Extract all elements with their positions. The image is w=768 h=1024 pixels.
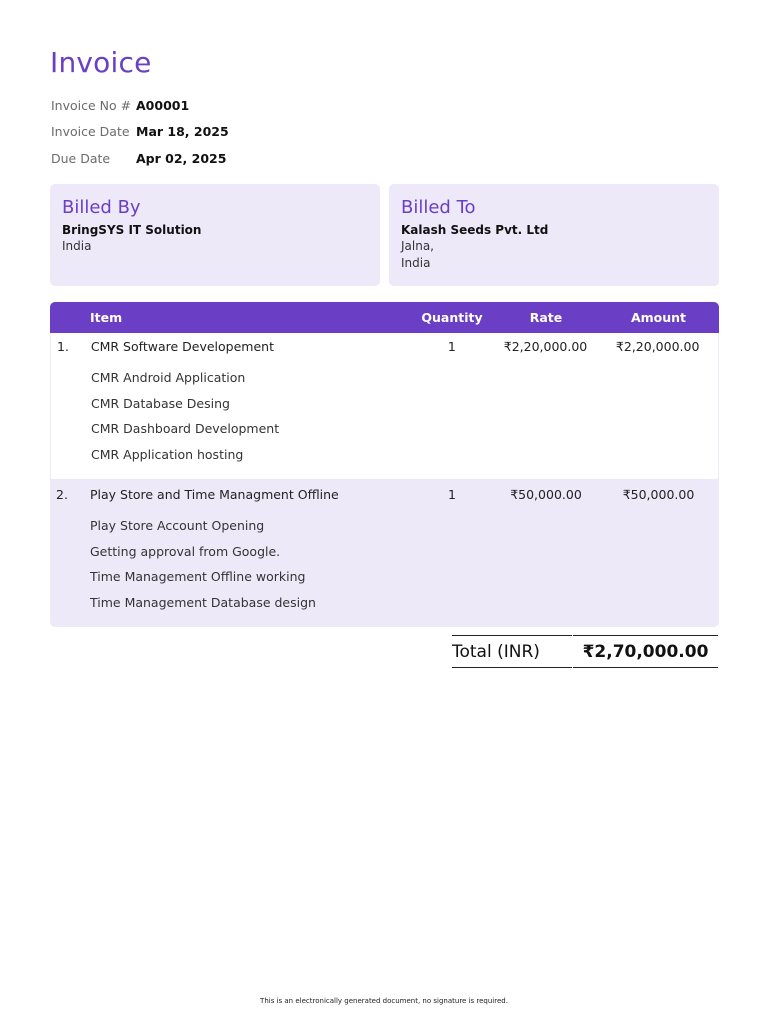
billed-by-name: BringSYS IT Solution [62, 223, 202, 237]
billed-by-heading: Billed By [62, 197, 141, 218]
header-amount: Amount [630, 310, 687, 325]
totals [452, 635, 718, 668]
sub-item: Play Store Account Opening [90, 518, 265, 533]
meta-row-invoice-no [51, 92, 229, 119]
billed-by-card [50, 184, 380, 286]
sub-item: CMR Android Application [91, 370, 246, 385]
sub-item: Time Management Database design [90, 595, 316, 611]
item-quantity: 1 [448, 487, 456, 502]
meta-label: Invoice No # [51, 97, 132, 113]
meta-value: Apr 02, 2025 [136, 150, 227, 166]
table-header [50, 302, 719, 333]
item-rate: ₹50,000.00 [510, 487, 582, 502]
total-label: Total (INR) [452, 635, 572, 668]
billed-to-heading: Billed To [401, 197, 476, 218]
sub-item: Time Management Offline working [90, 569, 306, 585]
header-quantity: Quantity [421, 310, 483, 325]
item-quantity: 1 [447, 339, 456, 354]
sub-item: Getting approval from Google. [90, 543, 281, 559]
meta-row-invoice-date [51, 119, 229, 146]
item-name: CMR Software Developement [90, 339, 274, 354]
billed-to-address-line: Jalna, [401, 239, 434, 253]
billed-to-name: Kalash Seeds Pvt. Ltd [401, 223, 549, 237]
item-number: 2. [56, 487, 68, 502]
meta-label: Invoice Date [51, 124, 130, 140]
table-row [50, 479, 719, 627]
sub-item-list [91, 365, 718, 468]
table-row [50, 333, 719, 479]
header-rate: Rate [529, 310, 563, 325]
sub-item: CMR Application hosting [91, 447, 244, 463]
meta-row-due-date [51, 145, 229, 172]
item-rate: ₹2,20,000.00 [503, 339, 588, 354]
items-table [50, 302, 719, 627]
sub-item: CMR Dashboard Development [91, 421, 280, 437]
billed-by-address-line: India [62, 239, 92, 253]
meta-value: A00001 [136, 97, 190, 113]
invoice-meta [51, 92, 229, 172]
item-amount: ₹2,20,000.00 [615, 339, 700, 354]
billed-to-card [389, 184, 719, 286]
footer-note: This is an electronically generated document, no signature is required. [260, 997, 508, 1005]
item-main-line [50, 487, 719, 502]
item-amount: ₹50,000.00 [622, 487, 695, 502]
item-main-line [51, 339, 718, 354]
item-number: 1. [57, 339, 69, 354]
total-value: ₹2,70,000.00 [573, 635, 718, 668]
page-title: Invoice [50, 46, 152, 79]
meta-value: Mar 18, 2025 [136, 124, 229, 140]
item-name: Play Store and Time Managment Offline [90, 487, 339, 502]
sub-item: CMR Database Desing [91, 395, 230, 411]
sub-item-list [90, 513, 719, 616]
meta-label: Due Date [51, 150, 111, 166]
header-item: Item [90, 310, 123, 325]
billed-to-address-line: India [401, 256, 431, 270]
